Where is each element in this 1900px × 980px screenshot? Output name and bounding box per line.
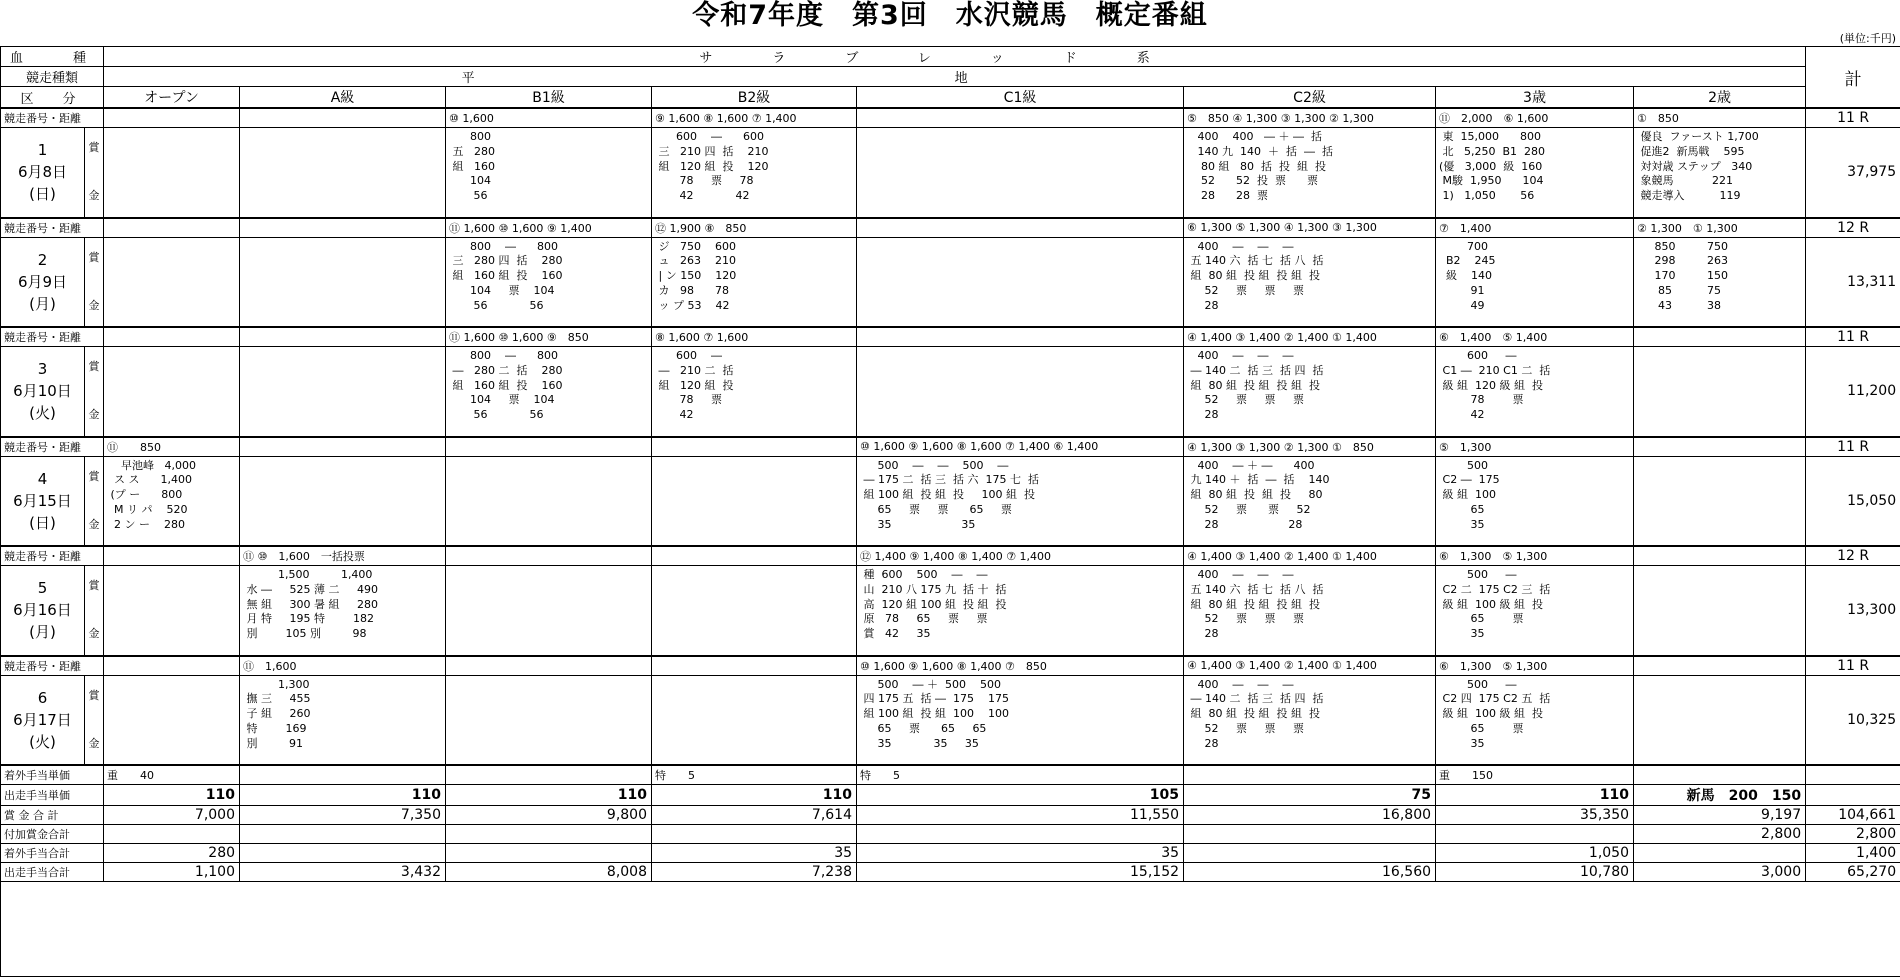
summary-cell: 110 xyxy=(446,785,652,806)
prize-row xyxy=(1,566,1900,656)
prize-cell xyxy=(240,347,446,437)
prize-cell: 500 ― ― 500 ― ― 175 二 括 三 括 六 175 七 括 組 100 組 投 組 投 100 組 投 65 票 票 65 票 35 35 xyxy=(857,456,1184,546)
summary-total: 1,400 xyxy=(1806,844,1900,863)
summary-cell: 110 xyxy=(240,785,446,806)
summary-cell xyxy=(240,844,446,863)
prize-cell: 400 ― ― ― 五 140 六 括 七 括 八 括 組 80 組 投 組 投 組 投 52 票 票 票 28 xyxy=(1184,566,1436,656)
summary-row-addon-total xyxy=(1,825,1900,844)
summary-cell xyxy=(240,825,446,844)
race-count: 12 R xyxy=(1806,546,1900,566)
prize-cell xyxy=(104,566,240,656)
prize-cell: 500 ― C2 四 175 C2 五 括 級 組 100 級 組 投 65 票 35 xyxy=(1436,675,1634,765)
day-date: 6 6月17日 (火) xyxy=(1,675,85,765)
race-row-label: 競走番号・距離 xyxy=(1,218,104,238)
prize-cell: 800 五 280 組 160 104 56 xyxy=(446,128,652,218)
race-row-label: 競走番号・距離 xyxy=(1,656,104,676)
prize-cell xyxy=(652,675,857,765)
race-distance-cell: ⑦ 1,400 xyxy=(1436,218,1634,238)
page-title: 令和7年度 第3回 水沢競馬 概定番組 xyxy=(692,0,1208,31)
prize-label: 賞 金 xyxy=(85,237,104,327)
blank-cell xyxy=(1,882,1900,977)
prize-cell xyxy=(240,456,446,546)
blood-label: 血 種 xyxy=(1,47,104,67)
class-header-2: B1級 xyxy=(446,87,652,109)
prize-cell: 800 ― 800 三 280 四 括 280 組 160 組 投 160 104 票 104 56 56 xyxy=(446,237,652,327)
race-distance-cell xyxy=(104,218,240,238)
race-distance-cell xyxy=(652,546,857,566)
race-distance-cell: ⑤ 850 ④ 1,300 ③ 1,300 ② 1,300 xyxy=(1184,108,1436,128)
day-total: 11,200 xyxy=(1806,347,1900,437)
prize-row xyxy=(1,128,1900,218)
race-distance-cell xyxy=(1634,656,1806,676)
prize-cell: ジ 750 600 ュ 263 210 | ン 150 120 カ 98 78 ッ プ 53 42 xyxy=(652,237,857,327)
summary-label: 出走手当単価 xyxy=(1,785,104,806)
summary-cell xyxy=(857,825,1184,844)
summary-total: 2,800 xyxy=(1806,825,1900,844)
prize-cell: 1,300 撫 三 455 子 組 260 特 169 別 91 xyxy=(240,675,446,765)
day-date: 5 6月16日 (月) xyxy=(1,566,85,656)
race-distance-cell: ⑤ 1,300 xyxy=(1436,437,1634,457)
prize-cell xyxy=(1634,675,1806,765)
prize-cell: 500 ― ＋ 500 500 四 175 五 括 ― 175 175 組 100 組 投 組 100 100 65 票 65 65 35 35 35 xyxy=(857,675,1184,765)
race-distance-cell: ④ 1,400 ③ 1,400 ② 1,400 ① 1,400 xyxy=(1184,656,1436,676)
race-number-row xyxy=(1,108,1900,128)
day-total: 15,050 xyxy=(1806,456,1900,546)
prize-label: 賞 金 xyxy=(85,347,104,437)
prize-cell xyxy=(1634,566,1806,656)
summary-cell xyxy=(1634,844,1806,863)
race-row-label: 競走番号・距離 xyxy=(1,437,104,457)
summary-cell: 280 xyxy=(104,844,240,863)
summary-cell: 75 xyxy=(1184,785,1436,806)
summary-cell: 15,152 xyxy=(857,863,1184,882)
day-date: 1 6月8日 (日) xyxy=(1,128,85,218)
summary-cell: 1,100 xyxy=(104,863,240,882)
summary-cell: 新馬 200 150 xyxy=(1634,785,1806,806)
prize-cell xyxy=(857,237,1184,327)
summary-total: 104,661 xyxy=(1806,806,1900,825)
summary-label: 着外手当合計 xyxy=(1,844,104,863)
race-distance-cell xyxy=(240,327,446,347)
summary-label: 着外手当単価 xyxy=(1,765,104,785)
summary-cell: 110 xyxy=(652,785,857,806)
summary-cell: 3,000 xyxy=(1634,863,1806,882)
summary-cell: 7,350 xyxy=(240,806,446,825)
summary-cell xyxy=(104,825,240,844)
summary-label: 出走手当合計 xyxy=(1,863,104,882)
summary-cell xyxy=(1184,765,1436,785)
blood-value: サラブレッド系 xyxy=(104,47,1806,67)
race-distance-cell: ⑥ 1,300 ⑤ 1,300 xyxy=(1436,656,1634,676)
summary-total: 65,270 xyxy=(1806,863,1900,882)
prize-cell: 1,500 1,400 水 ― 525 薄 二 490 無 組 300 暑 組 280 月 特 195 特 182 別 105 別 98 xyxy=(240,566,446,656)
day-total: 13,311 xyxy=(1806,237,1900,327)
race-count: 12 R xyxy=(1806,218,1900,238)
summary-cell: 3,432 xyxy=(240,863,446,882)
summary-cell: 2,800 xyxy=(1634,825,1806,844)
race-distance-cell: ① 850 xyxy=(1634,108,1806,128)
day-date: 2 6月9日 (月) xyxy=(1,237,85,327)
prize-cell: 400 ― ― ― 五 140 六 括 七 括 八 括 組 80 組 投 組 投 組 投 52 票 票 票 28 xyxy=(1184,237,1436,327)
summary-cell: 11,550 xyxy=(857,806,1184,825)
summary-cell xyxy=(652,825,857,844)
prize-cell xyxy=(652,566,857,656)
race-distance-cell: ⑩ 1,600 ⑨ 1,600 ⑧ 1,400 ⑦ 850 xyxy=(857,656,1184,676)
race-distance-cell: ⑪ 2,000 ⑥ 1,600 xyxy=(1436,108,1634,128)
race-count: 11 R xyxy=(1806,108,1900,128)
summary-cell: 105 xyxy=(857,785,1184,806)
prize-cell: 800 ― 800 ― 280 二 括 280 組 160 組 投 160 104 票 104 56 56 xyxy=(446,347,652,437)
prize-cell xyxy=(1634,347,1806,437)
prize-cell: 400 ― ― ― ― 140 二 括 三 括 四 括 組 80 組 投 組 投 組 投 52 票 票 票 28 xyxy=(1184,347,1436,437)
race-distance-cell xyxy=(240,437,446,457)
race-distance-cell: ⑫ 1,900 ⑧ 850 xyxy=(652,218,857,238)
race-distance-cell: ⑪ ⑩ 1,600 一括投票 xyxy=(240,546,446,566)
summary-cell xyxy=(446,825,652,844)
race-distance-cell xyxy=(446,546,652,566)
race-count: 11 R xyxy=(1806,327,1900,347)
race-distance-cell: ⑥ 1,400 ⑤ 1,400 xyxy=(1436,327,1634,347)
race-number-row xyxy=(1,218,1900,238)
prize-label: 賞 金 xyxy=(85,566,104,656)
race-number-row xyxy=(1,546,1900,566)
unit-note: (単位:千円) xyxy=(1839,32,1896,45)
summary-cell: 110 xyxy=(1436,785,1634,806)
summary-row-prize-total xyxy=(1,806,1900,825)
day-total: 13,300 xyxy=(1806,566,1900,656)
race-distance-cell: ⑨ 1,600 ⑧ 1,600 ⑦ 1,400 xyxy=(652,108,857,128)
race-row-label: 競走番号・距離 xyxy=(1,108,104,128)
race-count: 11 R xyxy=(1806,437,1900,457)
prize-cell xyxy=(240,128,446,218)
race-distance-cell: ⑪ 1,600 ⑩ 1,600 ⑨ 850 xyxy=(446,327,652,347)
class-label: 区 分 xyxy=(1,87,104,109)
prize-cell xyxy=(1634,456,1806,546)
race-distance-cell xyxy=(240,218,446,238)
prize-cell xyxy=(104,237,240,327)
prize-cell: 700 B2 245 級 140 91 49 xyxy=(1436,237,1634,327)
summary-cell: 8,008 xyxy=(446,863,652,882)
prize-cell xyxy=(446,566,652,656)
prize-cell xyxy=(446,675,652,765)
summary-label: 付加賞金合計 xyxy=(1,825,104,844)
class-header-3: B2級 xyxy=(652,87,857,109)
race-distance-cell: ⑥ 1,300 ⑤ 1,300 ④ 1,300 ③ 1,300 xyxy=(1184,218,1436,238)
summary-cell: 16,800 xyxy=(1184,806,1436,825)
prize-label: 賞 金 xyxy=(85,456,104,546)
summary-cell: 7,614 xyxy=(652,806,857,825)
race-distance-cell xyxy=(857,218,1184,238)
class-header-7: 2歳 xyxy=(1634,87,1806,109)
race-distance-cell xyxy=(1634,546,1806,566)
summary-cell xyxy=(1184,825,1436,844)
prize-cell: 500 ― C2 二 175 C2 三 括 級 組 100 級 組 投 65 票 35 xyxy=(1436,566,1634,656)
summary-cell: 重 40 xyxy=(104,765,240,785)
summary-cell: 16,560 xyxy=(1184,863,1436,882)
prize-row xyxy=(1,675,1900,765)
summary-cell: 9,800 xyxy=(446,806,652,825)
summary-cell: 10,780 xyxy=(1436,863,1634,882)
summary-cell xyxy=(446,844,652,863)
class-header-0: オープン xyxy=(104,87,240,109)
day-date: 3 6月10日 (火) xyxy=(1,347,85,437)
race-distance-cell: ⑩ 1,600 ⑨ 1,600 ⑧ 1,600 ⑦ 1,400 ⑥ 1,400 xyxy=(857,437,1184,457)
summary-cell: 特 5 xyxy=(857,765,1184,785)
summary-cell: 110 xyxy=(104,785,240,806)
class-header-5: C2級 xyxy=(1184,87,1436,109)
summary-cell: 35 xyxy=(652,844,857,863)
race-distance-cell xyxy=(857,108,1184,128)
summary-label: 賞 金 合 計 xyxy=(1,806,104,825)
prize-cell: 種 600 500 ― ― 山 210 八 175 九 括 十 括 高 120 組 100 組 投 組 投 原 78 65 票 票 賞 42 35 xyxy=(857,566,1184,656)
race-distance-cell xyxy=(104,108,240,128)
race-distance-cell: ⑫ 1,400 ⑨ 1,400 ⑧ 1,400 ⑦ 1,400 xyxy=(857,546,1184,566)
race-distance-cell xyxy=(104,656,240,676)
race-distance-cell xyxy=(1634,437,1806,457)
race-row-label: 競走番号・距離 xyxy=(1,327,104,347)
summary-total xyxy=(1806,765,1900,785)
race-distance-cell xyxy=(104,546,240,566)
class-header-1: A級 xyxy=(240,87,446,109)
prize-cell: 600 ― ― 210 二 括 組 120 組 投 78 票 42 xyxy=(652,347,857,437)
summary-cell: 35 xyxy=(857,844,1184,863)
prize-label: 賞 金 xyxy=(85,675,104,765)
race-distance-cell xyxy=(446,437,652,457)
race-distance-cell: ⑧ 1,600 ⑦ 1,600 xyxy=(652,327,857,347)
day-total: 37,975 xyxy=(1806,128,1900,218)
prize-cell xyxy=(446,456,652,546)
prize-cell xyxy=(857,128,1184,218)
summary-cell xyxy=(1436,825,1634,844)
summary-row-shusso-unit xyxy=(1,785,1900,806)
class-header-4: C1級 xyxy=(857,87,1184,109)
prize-cell xyxy=(104,675,240,765)
program-table xyxy=(0,46,1900,977)
blank-area xyxy=(1,882,1900,977)
prize-cell xyxy=(104,128,240,218)
prize-cell: 400 400 ― ＋ ― 括 140 九 140 ＋ 括 ― 括 80 組 80 括 投 組 投 52 52 投 票 票 28 28 票 xyxy=(1184,128,1436,218)
race-row-label: 競走番号・距離 xyxy=(1,546,104,566)
race-distance-cell xyxy=(446,656,652,676)
race-distance-cell: ④ 1,400 ③ 1,400 ② 1,400 ① 1,400 xyxy=(1184,546,1436,566)
race-distance-cell: ④ 1,400 ③ 1,400 ② 1,400 ① 1,400 xyxy=(1184,327,1436,347)
prize-cell xyxy=(652,456,857,546)
prize-cell: 500 C2 ― 175 級 組 100 65 35 xyxy=(1436,456,1634,546)
race-number-row xyxy=(1,327,1900,347)
race-distance-cell xyxy=(104,327,240,347)
race-distance-cell: ② 1,300 ① 1,300 xyxy=(1634,218,1806,238)
race-type-value: 平地 xyxy=(104,67,1806,87)
summary-cell: 9,197 xyxy=(1634,806,1806,825)
race-distance-cell xyxy=(652,437,857,457)
race-distance-cell: ⑪ 1,600 ⑩ 1,600 ⑨ 1,400 xyxy=(446,218,652,238)
prize-label: 賞 金 xyxy=(85,128,104,218)
day-total: 10,325 xyxy=(1806,675,1900,765)
race-distance-cell xyxy=(857,327,1184,347)
race-distance-cell: ⑪ 1,600 xyxy=(240,656,446,676)
race-number-row xyxy=(1,656,1900,676)
prize-cell xyxy=(857,347,1184,437)
summary-cell xyxy=(240,765,446,785)
total-header: 計 xyxy=(1806,47,1900,109)
summary-total xyxy=(1806,785,1900,806)
race-number-row xyxy=(1,437,1900,457)
prize-cell: 400 ― ＋ ― 400 九 140 ＋ 括 ― 括 140 組 80 組 投 組 投 80 52 票 票 52 28 28 xyxy=(1184,456,1436,546)
race-distance-cell: ⑥ 1,300 ⑤ 1,300 xyxy=(1436,546,1634,566)
prize-cell: 早池峰 4,000 ス ス 1,400 (プ ー 800 M リ パ 520 2 ン ー 280 xyxy=(104,456,240,546)
prize-row xyxy=(1,347,1900,437)
race-distance-cell: ④ 1,300 ③ 1,300 ② 1,300 ① 850 xyxy=(1184,437,1436,457)
summary-row-chakugai-total xyxy=(1,844,1900,863)
prize-cell: 600 ― C1 ― 210 C1 二 括 級 組 120 級 組 投 78 票 42 xyxy=(1436,347,1634,437)
race-type-label: 競走種類 xyxy=(1,67,104,87)
class-header-6: 3歳 xyxy=(1436,87,1634,109)
summary-cell xyxy=(446,765,652,785)
prize-cell: 400 ― ― ― ― 140 二 括 三 括 四 括 組 80 組 投 組 投 組 投 52 票 票 票 28 xyxy=(1184,675,1436,765)
prize-row xyxy=(1,456,1900,546)
summary-cell: 特 5 xyxy=(652,765,857,785)
prize-cell xyxy=(104,347,240,437)
summary-cell: 7,238 xyxy=(652,863,857,882)
race-distance-cell: ⑩ 1,600 xyxy=(446,108,652,128)
summary-cell xyxy=(1184,844,1436,863)
prize-row xyxy=(1,237,1900,327)
summary-row-chakugai-unit xyxy=(1,765,1900,785)
summary-cell: 1,050 xyxy=(1436,844,1634,863)
race-distance-cell: ⑪ 850 xyxy=(104,437,240,457)
day-date: 4 6月15日 (日) xyxy=(1,456,85,546)
summary-cell: 重 150 xyxy=(1436,765,1634,785)
summary-cell: 7,000 xyxy=(104,806,240,825)
prize-cell: 東 15,000 800 北 5,250 B1 280 (優 3,000 級 160 M駿 1,950 104 1) 1,050 56 xyxy=(1436,128,1634,218)
race-distance-cell xyxy=(240,108,446,128)
prize-cell: 600 ― 600 三 210 四 括 210 組 120 組 投 120 78 票 78 42 42 xyxy=(652,128,857,218)
race-distance-cell xyxy=(1634,327,1806,347)
race-distance-cell xyxy=(652,656,857,676)
prize-cell xyxy=(240,237,446,327)
prize-cell: 優良 ファースト 1,700 促進2 新馬戦 595 対対歳 ステップ 340 象競馬 221 競走導入 119 xyxy=(1634,128,1806,218)
summary-cell: 35,350 xyxy=(1436,806,1634,825)
race-count: 11 R xyxy=(1806,656,1900,676)
prize-cell: 850 750 298 263 170 150 85 75 43 38 xyxy=(1634,237,1806,327)
summary-row-shusso-total xyxy=(1,863,1900,882)
summary-cell xyxy=(1634,765,1806,785)
